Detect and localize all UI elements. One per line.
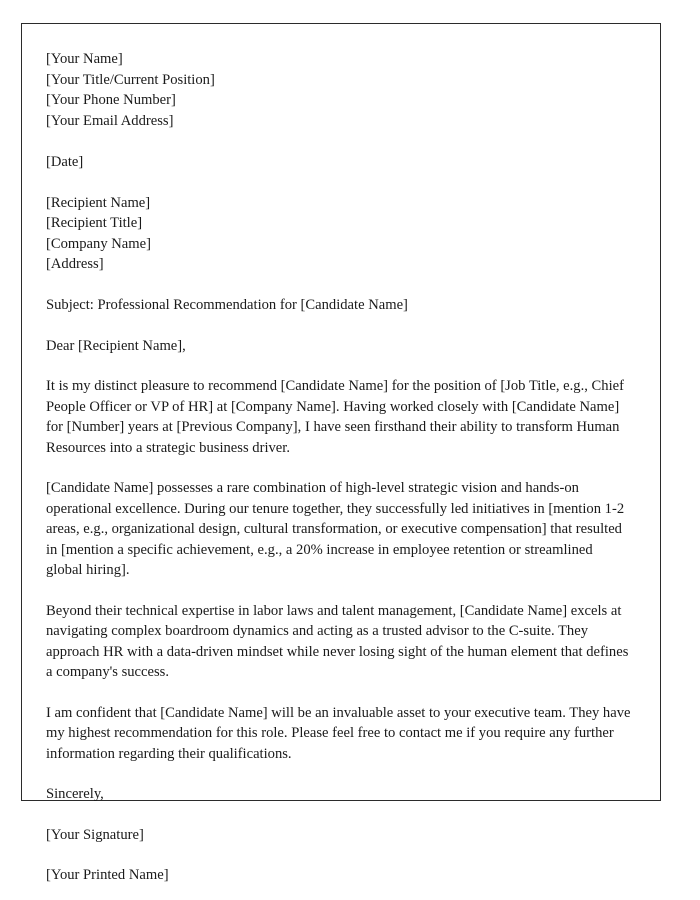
sender-name: [Your Name]	[46, 51, 123, 67]
recipient-block	[46, 193, 632, 275]
body-paragraph-3: Beyond their technical expertise in labor laws and talent management, [Candidate Name] excels at navigating complex boardroom dynamics and acting as a trusted advisor to the C-suite. They approach HR with a data-driven mindset while never losing sight of the human element that defines a company's success.	[46, 602, 629, 680]
sender-email: [Your Email Address]	[46, 112, 174, 129]
spacer-after-recipient	[46, 275, 632, 296]
spacer-after-date	[46, 172, 632, 193]
recipient-address: [Address]	[46, 256, 104, 272]
sender-block	[46, 49, 632, 131]
spacer-after-closing	[46, 805, 632, 825]
sender-phone: [Your Phone Number]	[46, 92, 176, 108]
recipient-company: [Company Name]	[46, 235, 151, 252]
body-paragraph-2: [Candidate Name] possesses a rare combination of high-level strategic vision and hands-on operational excellence. During our tenure together, they successfully led initiatives in [mention 1-2 areas, e.g., organizational design, cultural transformation, or executive compensation] that resulted in [mention a specific achievement, e.g., a 20% increase in employee retention or streamlined global hiring].	[46, 480, 625, 578]
subject-line: Subject: Professional Recommendation for [Candidate Name]	[46, 297, 408, 313]
spacer-p2	[46, 581, 632, 601]
spacer-p4	[46, 764, 632, 784]
spacer-after-subject	[46, 316, 632, 336]
signature-line: [Your Signature]	[46, 826, 144, 843]
sender-title: [Your Title/Current Position]	[46, 71, 215, 88]
spacer-p3	[46, 683, 632, 703]
printed-name-line: [Your Printed Name]	[46, 867, 169, 883]
spacer-after-signature	[46, 845, 632, 865]
body-paragraph-4: I am confident that [Candidate Name] will be an invaluable asset to your executive team. They have my highest recommendation for this role. Please feel free to contact me if you require any further information regarding their qualifications.	[46, 704, 631, 762]
salutation: Dear [Recipient Name],	[46, 337, 186, 354]
spacer-after-salutation	[46, 356, 632, 376]
letter-page	[21, 23, 661, 883]
recipient-title: [Recipient Title]	[46, 215, 143, 231]
body-paragraph-1: It is my distinct pleasure to recommend [Candidate Name] for the position of [Job Title, e.g., Chief People Officer or VP of HR] at [Company Name]. Having worked closely with [Candidate Name] for [Number] years at [Previous Company], I have seen firsthand their ability to transform Human Resources into a strategic business driver.	[46, 378, 624, 456]
spacer-p1	[46, 458, 632, 478]
spacer-after-sender	[46, 131, 632, 152]
recipient-name: [Recipient Name]	[46, 194, 151, 211]
date-line: [Date]	[46, 153, 84, 170]
letter-content	[22, 24, 660, 883]
date-block	[46, 152, 632, 173]
closing-line: Sincerely,	[46, 786, 104, 802]
